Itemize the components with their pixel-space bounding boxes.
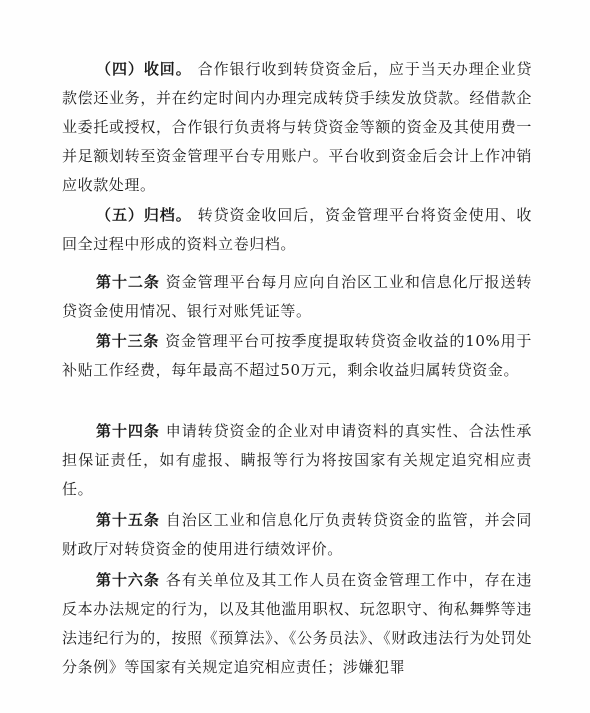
article-number: 第十五条 (96, 511, 160, 529)
article-text: 自治区工业和信息化厅负责转贷资金的监管，并会同财政厅对转贷资金的使用进行绩效评价。 (62, 511, 532, 558)
article-12 (62, 268, 532, 326)
paragraph-lead: （五）归档。 (96, 206, 192, 224)
paragraph-text: 合作银行收到转贷资金后，应于当天办理企业贷款偿还业务，并在约定时间内办理完成转贷手续发放贷款。经借款企业委托或授权，合作银行负责将与转贷资金等额的资金及其使用费一并足额划转至资金管理平台专用账户。平台收到资金后会计上作冲销应收款处理。 (62, 60, 532, 194)
article-number: 第十二条 (96, 273, 160, 291)
article-number: 第十三条 (96, 332, 160, 350)
article-number: 第十四条 (96, 422, 160, 440)
article-text: 资金管理平台可按季度提取转贷资金收益的10%用于补贴工作经费，每年最高不超过50万元，剩余收益归属转贷资金。 (62, 332, 532, 379)
article-number: 第十六条 (96, 571, 160, 589)
article-text: 资金管理平台每月应向自治区工业和信息化厅报送转贷资金使用情况、银行对账凭证等。 (62, 273, 532, 320)
article-13 (62, 327, 532, 385)
paragraph-recovery (62, 55, 532, 200)
article-text: 各有关单位及其工作人员在资金管理工作中，存在违反本办法规定的行为，以及其他滥用职权、玩忽职守、徇私舞弊等违法违纪行为的，按照《预算法》、《公务员法》、《财政违法行为处罚处分条例》等国家有关规定追究相应责任；涉嫌犯罪 (62, 571, 532, 676)
article-16 (62, 566, 532, 682)
article-14 (62, 417, 532, 504)
paragraph-lead: （四）收回。 (96, 60, 192, 78)
paragraph-archiving (62, 201, 532, 259)
article-15 (62, 506, 532, 564)
article-text: 申请转贷资金的企业对申请资料的真实性、合法性承担保证责任，如有虚报、瞒报等行为将按国家有关规定追究相应责任。 (62, 422, 532, 498)
paragraph-text: 转贷资金收回后，资金管理平台将资金使用、收回全过程中形成的资料立卷归档。 (62, 206, 532, 253)
